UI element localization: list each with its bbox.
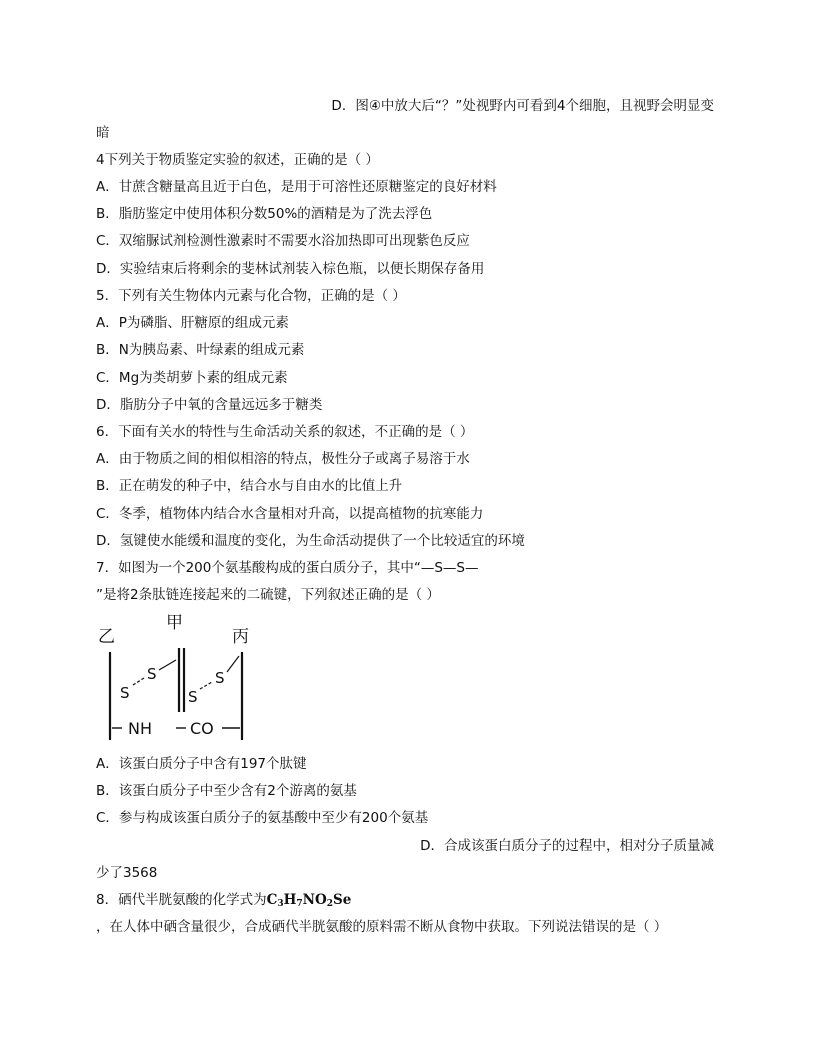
q5-option-a: A．P为磷脂、肝糖原的组成元素 xyxy=(96,315,289,331)
q3-option-d-cont: 暗 xyxy=(96,125,110,141)
q5-option-d: D．脂肪分子中氧的含量远远多于糖类 xyxy=(96,397,323,413)
question-8 xyxy=(96,891,351,913)
bond-to-jia xyxy=(159,660,176,670)
q6-option-b: B．正在萌发的种子中，结合水与自由水的比值上升 xyxy=(96,478,403,494)
q4-option-a: A．甘蔗含糖量高且近于白色，是用于可溶性还原糖鉴定的良好材料 xyxy=(96,179,497,195)
question-6: 6．下面有关水的特性与生命活动关系的叙述，不正确的是（ ） xyxy=(96,424,474,440)
q7-option-b: B．该蛋白质分子中至少含有2个游离的氨基 xyxy=(96,783,357,799)
q7-option-d: D．合成该蛋白质分子的过程中，相对分子质量减 xyxy=(420,838,714,854)
bond-to-bing xyxy=(227,656,239,672)
q4-option-d: D．实验结束后将剩余的斐林试剂装入棕色瓶，以便长期保存备用 xyxy=(96,261,485,277)
q6-option-d: D．氢键使水能缓和温度的变化，为生命活动提供了一个比较适宜的环境 xyxy=(96,533,525,549)
q4-option-b: B．脂肪鉴定中使用体积分数50%的酒精是为了洗去浮色 xyxy=(96,206,433,222)
question-4: 4下列关于物质鉴定实验的叙述，正确的是（ ） xyxy=(96,152,379,168)
q5-option-c: C．Mg为类胡萝卜素的组成元素 xyxy=(96,370,288,386)
disulfide-bond-diagram xyxy=(96,612,266,747)
sulfur-atom: S xyxy=(215,669,225,687)
label-bing: 丙 xyxy=(232,627,249,647)
question-8-prefix: 8．硒代半胱氨酸的化学式为 xyxy=(96,892,267,908)
chemical-formula: $C_3H_7NO_2Se$ xyxy=(266,892,352,909)
question-5: 5．下列有关生物体内元素与化合物，正确的是（ ） xyxy=(96,288,406,304)
question-8-cont: ，在人体中硒含量很少，合成硒代半胱氨酸的原料需不断从食物中获取。下列说法错误的是（ ） xyxy=(96,919,668,935)
disulfide-bond-left xyxy=(133,678,144,685)
co-group: CO xyxy=(190,719,214,738)
label-jia: 甲 xyxy=(166,613,183,633)
q3-option-d: D．图④中放大后“？”处视野内可看到4个细胞，且视野会明显变 xyxy=(331,98,714,114)
nh-group: NH xyxy=(128,719,152,738)
q5-option-b: B．N为胰岛素、叶绿素的组成元素 xyxy=(96,342,305,358)
q7-option-d-cont: 少了3568 xyxy=(96,865,158,881)
disulfide-bond-right xyxy=(200,682,212,689)
label-yi: 乙 xyxy=(98,627,115,647)
question-7: 7．如图为一个200个氨基酸构成的蛋白质分子，其中“—S—S— xyxy=(96,560,479,576)
sulfur-atom: S xyxy=(147,665,157,683)
q6-option-c: C．冬季，植物体内结合水含量相对升高，以提高植物的抗寒能力 xyxy=(96,506,484,522)
sulfur-atom: S xyxy=(188,688,198,706)
sulfur-atom: S xyxy=(120,684,130,702)
q7-option-c: C．参与构成该蛋白质分子的氨基酸中至少有200个氨基 xyxy=(96,810,429,826)
question-7-cont: ”是将2条肽链连接起来的二硫键，下列叙述正确的是（ ） xyxy=(96,587,440,603)
q6-option-a: A．由于物质之间的相似相溶的特点，极性分子或离子易溶于水 xyxy=(96,451,470,467)
q7-option-a: A．该蛋白质分子中含有197个肽键 xyxy=(96,756,307,772)
q4-option-c: C．双缩脲试剂检测性激素时不需要水浴加热即可出现紫色反应 xyxy=(96,233,470,249)
